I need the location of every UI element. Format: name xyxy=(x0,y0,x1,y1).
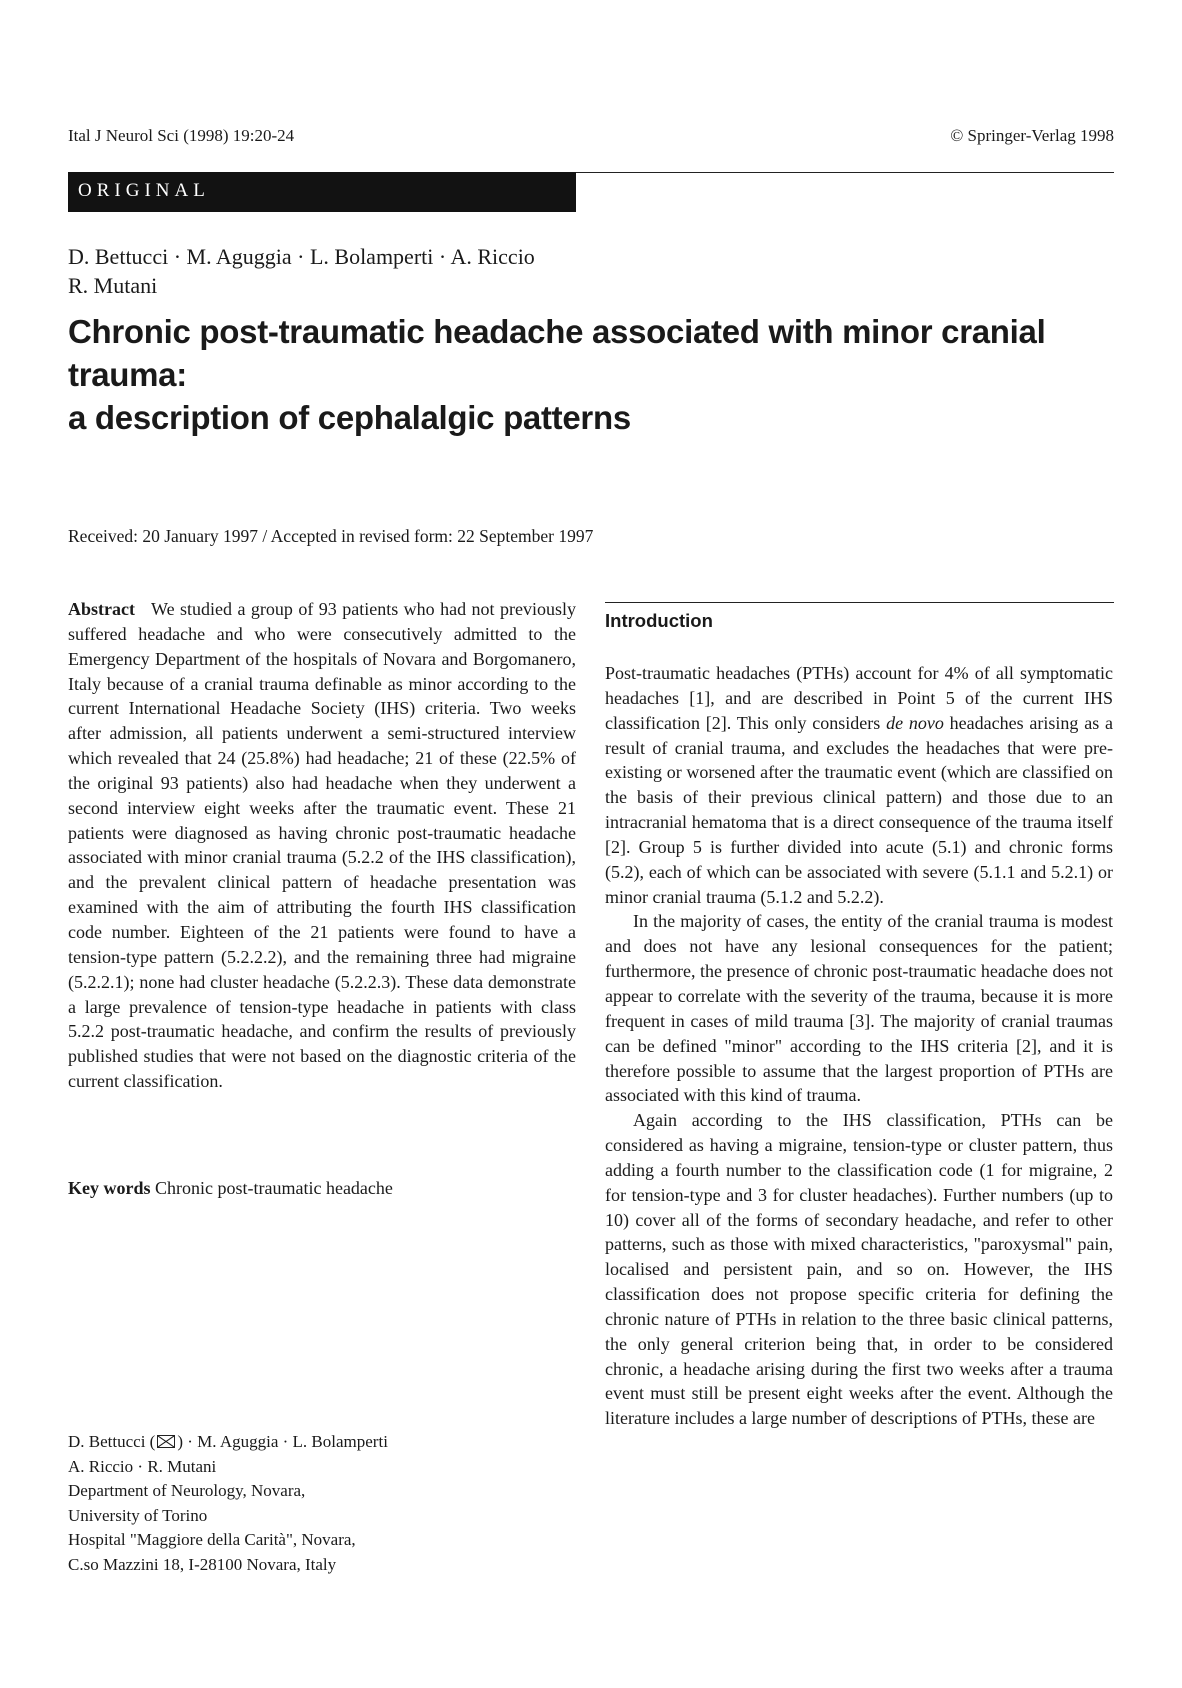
author-line: D. Bettucci · M. Aguggia · L. Bolamperti · A. Riccio xyxy=(68,244,535,269)
introduction-body xyxy=(605,661,1113,1431)
abstract-text: We studied a group of 93 patients who had not previously suffered headache and who were consecutively admitted to the Emergency Department of the hospitals of Novara and Borgomanero, Italy because of a cranial trauma definable as minor according to the current International Headache Society (IHS) criteria. Two weeks after admission, all patients underwent a semi-structured interview which revealed that 24 (25.8%) had headache; 21 of these (22.5% of the original 93 patients) also had headache when they underwent a second interview eight weeks after the traumatic event. These 21 patients were diagnosed as having chronic post-traumatic headache associated with minor cranial trauma (5.2.2 of the IHS classification), and the prevalent clinical pattern of headache presentation was examined with the aim of attributing the fourth IHS classification code number. Eighteen of the 21 patients were found to have a tension-type pattern (5.2.2.2), and the remaining three had migraine (5.2.2.1); none had cluster headache (5.2.2.3). These data demonstrate a large prevalence of tension-type headache in patients with class 5.2.2 post-traumatic headache, and confirm the results of previously published studies that were not based on the diagnostic criteria of the current classification. xyxy=(68,599,576,1092)
keywords xyxy=(68,1178,393,1199)
affiliation-line: University of Torino xyxy=(68,1505,208,1525)
copyright-notice: © Springer-Verlag 1998 xyxy=(950,126,1114,145)
envelope-icon xyxy=(157,1435,175,1448)
author-affiliation xyxy=(68,1430,388,1578)
abstract xyxy=(68,597,576,1094)
paragraph: Post-traumatic headaches (PTHs) account for 4% of all symptomatic headaches [1], and are described in Point 5 of the current IHS classification [2]. This only considers de novo headaches arising as a result of cranial trauma, and excludes the headaches that were pre-existing or worsened after the traumatic event (which are classified on the basis of their previous clinical pattern) and those due to an intracranial hematoma that is a direct consequence of the trauma itself [2]. Group 5 is further divided into acute (5.1) and chronic forms (5.2), each of which can be associated with severe (5.1.1 and 5.2.1) or minor cranial trauma (5.1.2 and 5.2.2). xyxy=(605,663,1113,907)
article-title xyxy=(68,310,1118,439)
journal-citation: Ital J Neurol Sci (1998) 19:20-24 xyxy=(68,126,295,145)
paragraph: In the majority of cases, the entity of the cranial trauma is modest and does not have any lesional consequences for the patient; furthermore, the presence of chronic post-traumatic headache does not appear to correlate with the severity of the trauma, because it is more frequent in cases of mild trauma [3]. The majority of cranial traumas can be defined "minor" according to the IHS criteria [2], and it is therefore possible to assume that the largest proportion of PTHs are associated with this kind of trauma. xyxy=(605,911,1113,1106)
affiliation-line: A. Riccio · R. Mutani xyxy=(68,1456,217,1476)
keywords-text: Chronic post-traumatic headache xyxy=(155,1178,393,1198)
affiliation-line: Department of Neurology, Novara, xyxy=(68,1481,306,1501)
section-label: ORIGINAL xyxy=(78,180,210,201)
title-line: a description of cephalalgic patterns xyxy=(68,399,631,436)
abstract-label: Abstract xyxy=(68,599,135,619)
introduction-heading: Introduction xyxy=(605,610,713,631)
section-label-bar xyxy=(68,172,576,212)
author-list xyxy=(68,242,535,300)
introduction-divider xyxy=(605,602,1114,603)
title-line: Chronic post-traumatic headache associated with minor cranial trauma: xyxy=(68,313,1046,393)
paragraph: Again according to the IHS classification, PTHs can be considered as having a migraine, tension-type or cluster pattern, thus adding a fourth number to the classification code (1 for migraine, 2 for tension-type and 3 for cluster headaches). Further numbers (up to 10) cover all of the forms of secondary headache, and refer to other patterns, such as those with mixed characteristics, "paroxysmal" pain, localised and persistent pain, and so on. However, the IHS classification does not propose specific criteria for defining the chronic nature of PTHs in relation to the three basic clinical patterns, the only general criterion being that, in order to be considered chronic, a headache arising during the first two weeks after a trauma event must still be present eight weeks after the event. Although the literature includes a large number of descriptions of PTHs, these are xyxy=(605,1110,1113,1429)
running-header xyxy=(68,126,1114,150)
affiliation-line: Hospital "Maggiore della Carità", Novara, xyxy=(68,1530,356,1550)
section-divider xyxy=(576,172,1114,173)
author-line: R. Mutani xyxy=(68,273,158,298)
received-dates: Received: 20 January 1997 / Accepted in revised form: 22 September 1997 xyxy=(68,526,594,546)
keywords-label: Key words xyxy=(68,1178,151,1198)
affiliation-line: C.so Mazzini 18, I-28100 Novara, Italy xyxy=(68,1554,337,1574)
affiliation-line: D. Bettucci ( ) · M. Aguggia · L. Bolamperti xyxy=(68,1432,388,1451)
